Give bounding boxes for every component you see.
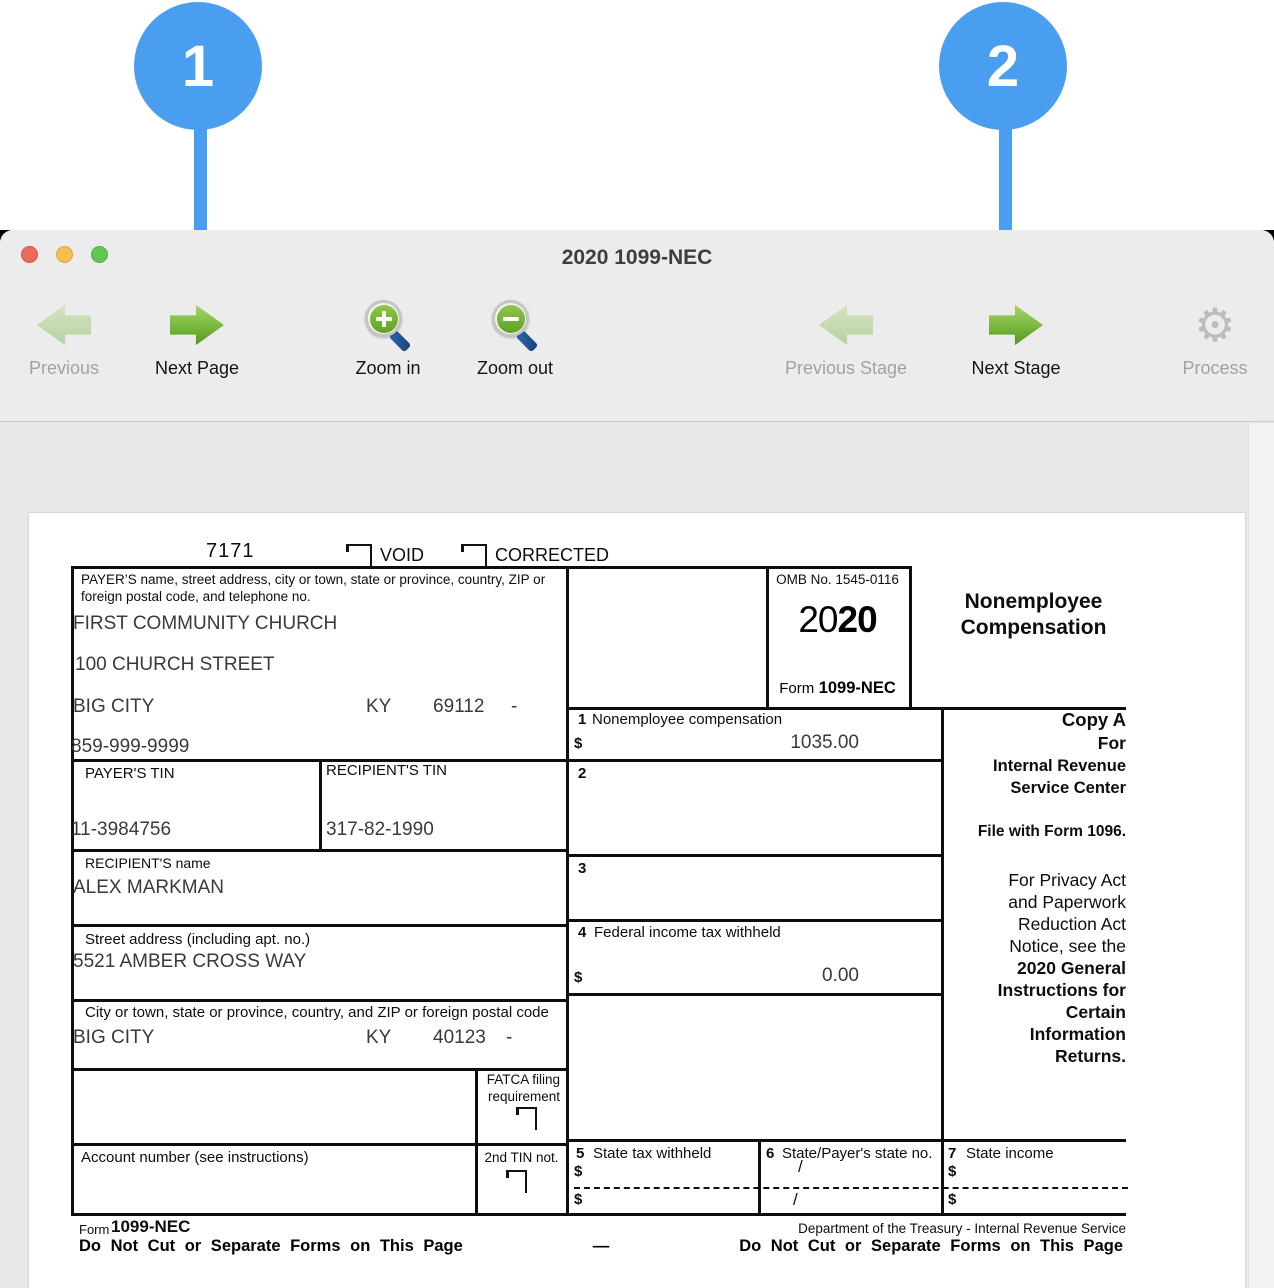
footer-form-number: 1099-NEC xyxy=(111,1217,191,1236)
payer-tin: 11-3984756 xyxy=(71,819,172,840)
arrow-left-icon xyxy=(37,304,91,346)
app-window xyxy=(0,230,1274,1288)
form-page xyxy=(28,512,1246,1288)
process-button[interactable] xyxy=(1145,298,1274,379)
previous-stage-button[interactable] xyxy=(776,298,916,379)
recipient-name: ALEX MARKMAN xyxy=(73,877,224,898)
box6-number: 6 xyxy=(766,1145,775,1162)
payer-zip: 69112 xyxy=(433,696,485,717)
corrected-checkbox xyxy=(461,544,487,567)
form-grid-line xyxy=(566,993,943,996)
copy-a-line: Information xyxy=(1029,1024,1126,1044)
box5-number: 5 xyxy=(576,1145,585,1162)
form-grid-line xyxy=(566,1139,1126,1142)
callout-1-circle xyxy=(134,2,262,130)
previous-stage-label: Previous Stage xyxy=(784,358,908,378)
copy-a-line: Certain xyxy=(1065,1002,1126,1022)
titlebar xyxy=(0,230,1274,290)
copy-a-line: Internal Revenue xyxy=(993,757,1126,775)
payer-phone: 859-999-9999 xyxy=(71,736,190,757)
form-word: Form xyxy=(779,680,815,697)
recipient-tin: 317-82-1990 xyxy=(326,819,434,840)
box4-value: 0.00 xyxy=(822,965,859,986)
box5-dollar-bottom: $ xyxy=(574,1191,583,1208)
fatca-label-line1: FATCA filing xyxy=(486,1072,560,1087)
box2-number: 2 xyxy=(578,765,587,782)
void-label: VOID xyxy=(380,545,425,565)
arrow-left-icon xyxy=(819,304,873,346)
copy-a-line: Service Center xyxy=(1010,779,1126,797)
form-grid-line xyxy=(71,1143,568,1146)
box1-label: Nonemployee compensation xyxy=(592,711,783,728)
payer-zip-dash: - xyxy=(511,696,518,717)
omb-number: OMB No. 1545-0116 xyxy=(776,572,899,587)
process-label: Process xyxy=(1182,358,1248,378)
box5-dollar-top: $ xyxy=(574,1163,583,1180)
callout-2-number: 2 xyxy=(986,33,1020,99)
box6-label: State/Payer's state no. xyxy=(782,1145,933,1162)
payer-street: 100 CHURCH STREET xyxy=(75,654,275,675)
payer-city: BIG CITY xyxy=(73,696,155,717)
scrollbar-track[interactable] xyxy=(1248,423,1274,1288)
street-label: Street address (including apt. no.) xyxy=(85,931,311,948)
tax-year-suffix: 20 xyxy=(837,599,877,640)
fatca-checkbox xyxy=(516,1107,537,1130)
payer-state: KY xyxy=(366,696,392,717)
do-not-cut-dash: — xyxy=(592,1237,610,1255)
previous-page-button[interactable] xyxy=(0,298,134,379)
payer-info-label: PAYER’S name, street address, city or town, state or province, country, ZIP or foreign postal code, and telephone no. xyxy=(81,572,546,604)
form-title xyxy=(941,589,1126,641)
next-stage-label: Next Stage xyxy=(971,358,1061,378)
account-number-label: Account number (see instructions) xyxy=(81,1149,309,1166)
form-number: 1099-NEC xyxy=(818,679,896,697)
copy-a-line: For xyxy=(1097,733,1126,753)
form-grid-line xyxy=(566,566,569,1215)
recipient-name-label: RECIPIENT'S name xyxy=(85,855,211,871)
form-code: 7171 xyxy=(206,540,255,562)
zip-value: 40123 xyxy=(433,1027,486,1048)
second-tin-checkbox xyxy=(506,1170,527,1193)
void-checkbox xyxy=(346,544,372,567)
city-label: City or town, state or province, country, and ZIP or foreign postal code xyxy=(85,1004,549,1021)
copy-a-block xyxy=(926,707,1126,1067)
copy-a-line: File with Form 1096. xyxy=(977,823,1126,840)
box6-slash-top: / xyxy=(798,1157,803,1176)
footer-department: Department of the Treasury - Internal Revenue Service xyxy=(798,1221,1126,1236)
do-not-cut-right: Do Not Cut or Separate Forms on This Page xyxy=(739,1237,1123,1255)
zoom-out-label: Zoom out xyxy=(476,358,554,378)
city-value: BIG CITY xyxy=(73,1027,155,1048)
tax-year-prefix: 20 xyxy=(798,599,838,640)
window-title: 2020 1099-NEC xyxy=(561,246,713,269)
tax-year xyxy=(766,599,909,641)
payer-tin-label: PAYER'S TIN xyxy=(85,765,175,782)
box3-number: 3 xyxy=(578,860,587,877)
form-grid-line xyxy=(909,566,912,709)
form-grid-line xyxy=(758,1139,761,1215)
second-tin-label: 2nd TIN not. xyxy=(484,1150,559,1165)
box6-slash-bottom: / xyxy=(793,1190,798,1209)
fatca-label-line2: requirement xyxy=(487,1089,560,1104)
toolbar xyxy=(0,290,1274,422)
box1-value: 1035.00 xyxy=(790,732,859,753)
footer-form-word: Form xyxy=(79,1222,110,1237)
box7-number: 7 xyxy=(948,1145,957,1162)
form-grid-line xyxy=(566,919,943,922)
form-grid-line xyxy=(71,566,911,569)
box7-dollar-top: $ xyxy=(948,1163,957,1180)
arrow-right-icon xyxy=(170,304,224,346)
box1-number: 1 xyxy=(578,711,587,728)
corrected-label: CORRECTED xyxy=(495,545,610,565)
zoom-in-icon xyxy=(362,300,414,350)
form-title-line2: Compensation xyxy=(960,616,1107,639)
form-grid-line xyxy=(71,999,568,1002)
form-grid-line xyxy=(71,924,568,927)
box4-label: Federal income tax withheld xyxy=(594,924,781,941)
zoom-in-button[interactable] xyxy=(318,298,458,379)
zoom-out-button[interactable] xyxy=(445,298,585,379)
next-page-label: Next Page xyxy=(154,358,240,378)
recipient-tin-label: RECIPIENT'S TIN xyxy=(326,762,447,779)
zip-dash: - xyxy=(506,1027,513,1048)
box1-dollar-sign: $ xyxy=(574,735,583,752)
callout-1-number: 1 xyxy=(181,33,215,99)
arrow-right-icon xyxy=(989,304,1043,346)
street-value: 5521 AMBER CROSS WAY xyxy=(73,951,307,972)
callout-2-circle xyxy=(939,2,1067,130)
box4-number: 4 xyxy=(578,924,587,941)
form-grid-line xyxy=(71,1213,1126,1216)
next-stage-button[interactable] xyxy=(946,298,1086,379)
zoom-out-icon xyxy=(489,300,541,350)
copy-a-line: For Privacy Act xyxy=(1008,870,1126,890)
box5-label: State tax withheld xyxy=(593,1145,712,1162)
state-row-dotted-line xyxy=(574,1187,1128,1189)
next-page-button[interactable] xyxy=(127,298,267,379)
box4-dollar-sign: $ xyxy=(574,969,583,986)
copy-a-line: Instructions for xyxy=(997,980,1126,1000)
do-not-cut-left: Do Not Cut or Separate Forms on This Page xyxy=(79,1237,463,1255)
copy-a-line: 2020 General xyxy=(1017,958,1126,978)
payer-name: FIRST COMMUNITY CHURCH xyxy=(73,613,338,634)
form-grid-line xyxy=(319,759,322,851)
copy-a-line: Copy A xyxy=(1061,709,1126,730)
copy-a-line: and Paperwork xyxy=(1008,892,1126,912)
form-number-line xyxy=(766,679,909,698)
form-title-line1: Nonemployee xyxy=(964,590,1103,613)
gear-icon: ⚙ xyxy=(1194,299,1236,351)
do-not-cut-row xyxy=(79,1237,1123,1256)
zoom-in-label: Zoom in xyxy=(355,358,421,378)
state-value: KY xyxy=(366,1027,392,1048)
box7-dollar-bottom: $ xyxy=(948,1191,957,1208)
form-grid-line xyxy=(71,759,943,762)
form-grid-line xyxy=(566,854,943,857)
copy-a-line: Notice, see the xyxy=(1009,936,1126,956)
box7-label: State income xyxy=(966,1145,1054,1162)
copy-a-line: Reduction Act xyxy=(1018,914,1126,934)
copy-a-line: Returns. xyxy=(1055,1046,1126,1066)
previous-page-label: Previous xyxy=(28,358,100,378)
